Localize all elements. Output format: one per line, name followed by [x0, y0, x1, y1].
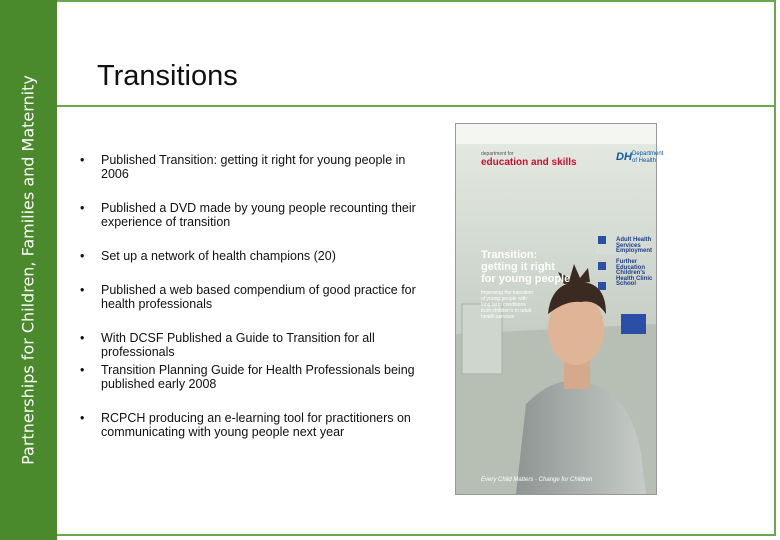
- bullet-item: [80, 363, 420, 391]
- side-banner-label: Partnerships for Children, Families and Maternity: [18, 75, 38, 465]
- bullet-dot: •: [80, 283, 85, 297]
- dfes-small-label: department for: [481, 151, 514, 157]
- sign-employment: Employment: [616, 248, 653, 254]
- bullet-text: With DCSF Published a Guide to Transition for all professionals: [101, 331, 375, 359]
- cover-title-3: for young people: [481, 273, 571, 285]
- bullet-text: Transition Planning Guide for Health Professionals being published early 2008: [101, 363, 415, 391]
- dh-logo: DH: [616, 151, 632, 163]
- dh-name-2: of Health: [632, 158, 657, 164]
- cover-subtitle-2: of young people with: [481, 296, 527, 302]
- cover-title-1: Transition:: [481, 249, 538, 261]
- side-banner: [0, 0, 57, 540]
- sign-adult-health: Adult Health Services: [616, 237, 652, 249]
- bullet-item: [80, 201, 420, 229]
- sign-school: School: [616, 281, 637, 287]
- bullet-text: Set up a network of health champions (20): [101, 249, 336, 263]
- arrow-sign-icon: [598, 262, 606, 270]
- arrow-sign-icon: [598, 282, 606, 290]
- cover-subtitle-5: health services: [481, 314, 515, 320]
- bullet-item: [80, 411, 420, 439]
- bullet-text: Published a DVD made by young people recounting their experience of transition: [101, 201, 416, 229]
- sign-further-education: Further Education: [616, 259, 646, 271]
- bullet-item: [80, 283, 420, 311]
- dh-name-1: Department: [632, 151, 664, 157]
- cover-subtitle-4: from children's to adult: [481, 308, 532, 314]
- bullet-list: [80, 153, 420, 439]
- bullet-dot: •: [80, 249, 85, 263]
- report-cover-image: [455, 123, 664, 495]
- bullet-item: [80, 331, 420, 359]
- slide-title: Transitions: [97, 60, 238, 92]
- bullet-dot: •: [80, 411, 85, 425]
- cover-footer: Every Child Matters · Change for Children: [481, 477, 593, 483]
- bullet-text: RCPCH producing an e-learning tool for practitioners on communicating with young people next year: [101, 411, 411, 439]
- bullet-text: Published a web based compendium of good practice for health professionals: [101, 283, 416, 311]
- bullet-dot: •: [80, 363, 85, 377]
- bullet-item: [80, 249, 420, 263]
- bullet-text: Published Transition: getting it right for young people in 2006: [101, 153, 406, 181]
- title-divider: [57, 105, 776, 107]
- cover-title-2: getting it right: [481, 261, 555, 273]
- arrow-sign-icon: [598, 236, 606, 244]
- cover-subtitle-1: Improving the transition: [481, 290, 533, 296]
- cover-subtitle-3: long term conditions: [481, 302, 526, 308]
- bullet-dot: •: [80, 331, 85, 345]
- bullet-dot: •: [80, 153, 85, 167]
- bullet-item: [80, 153, 420, 181]
- bullet-dot: •: [80, 201, 85, 215]
- sign-childrens-clinic: Children's Health Clinic: [616, 270, 653, 282]
- dfes-logo-text: education and skills: [481, 157, 577, 168]
